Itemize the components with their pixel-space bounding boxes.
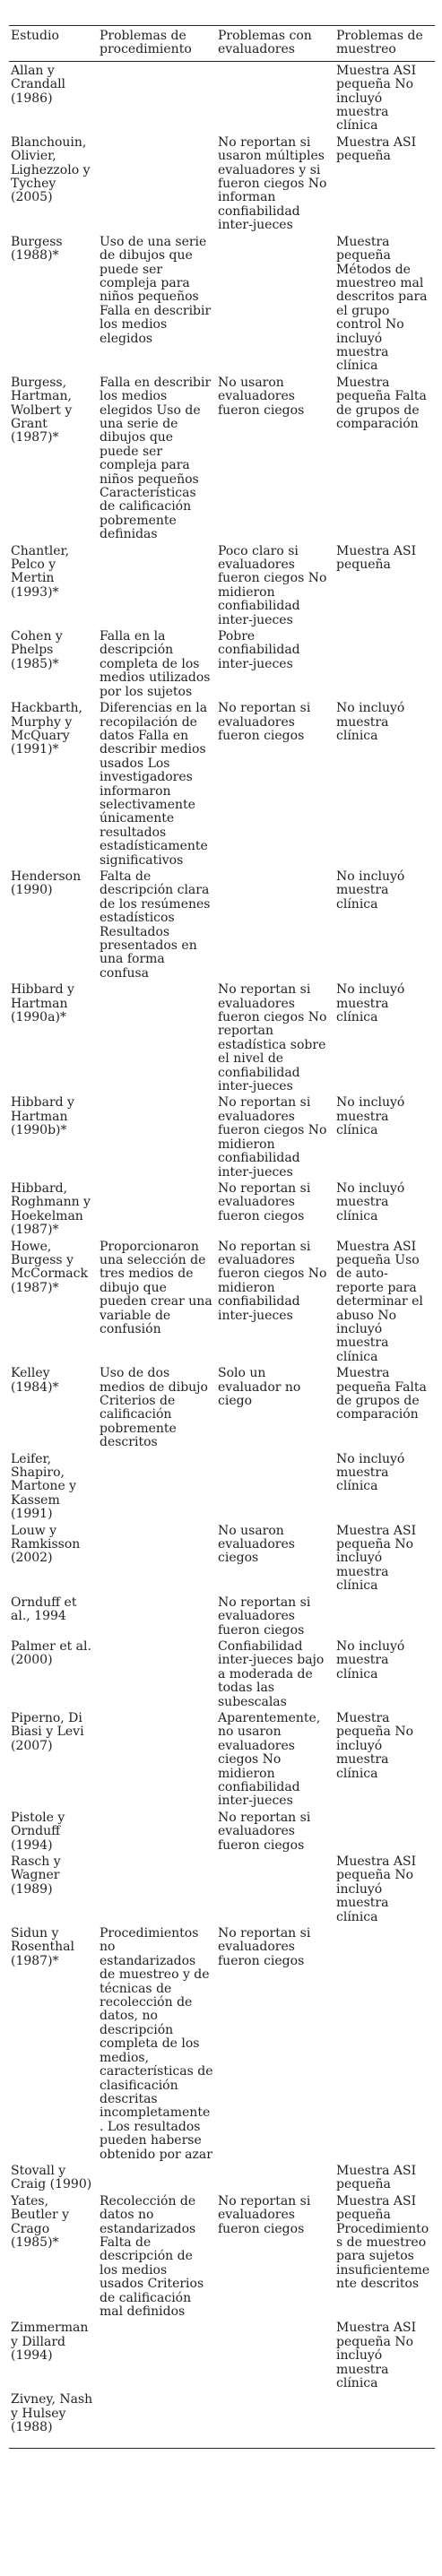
table-row — [9, 1180, 435, 1238]
cell-estudio: Henderson (1990) — [11, 869, 82, 898]
cell-evaluadores — [216, 2162, 334, 2192]
cell-procedimiento: Uso de una serie de dibujos que puede ser compleja para niños pequeños Falla en describir los medios elegidos — [100, 234, 212, 346]
cell-procedimiento — [98, 1809, 216, 1853]
cell-evaluadores — [216, 1450, 334, 1522]
table-row — [9, 134, 435, 233]
cell-procedimiento: Uso de dos medios de dibujo Criterios de calificación pobremente descritos — [100, 1366, 208, 1450]
cell-evaluadores — [216, 2390, 334, 2448]
cell-procedimiento — [98, 1450, 216, 1522]
cell-procedimiento — [98, 1638, 216, 1709]
cell-procedimiento — [98, 2390, 216, 2448]
cell-evaluadores — [216, 868, 334, 981]
table-row — [9, 981, 435, 1094]
cell-estudio: Pistole y Ornduff (1994) — [11, 1810, 65, 1853]
cell-muestreo: Muestra ASI pequeña No incluyó muestra clínica — [336, 1523, 417, 1594]
cell-estudio: Ornduff et al., 1994 — [11, 1595, 77, 1624]
header-muestreo: Problemas de muestreo — [334, 26, 435, 62]
table-header — [9, 26, 435, 62]
cell-procedimiento — [98, 542, 216, 627]
cell-procedimiento — [98, 1180, 216, 1238]
cell-estudio: Piperno, Di Biasi y Levi (2007) — [11, 1710, 84, 1753]
table-row — [9, 1094, 435, 1179]
table-row — [9, 1450, 435, 1522]
cell-evaluadores: Solo un evaluador no ciego — [218, 1366, 301, 1408]
cell-evaluadores: Pobre confiabilidad inter-jueces — [218, 629, 300, 671]
cell-evaluadores: No reportan si usaron múltiples evaluadores y si fueron ciegos No informan confiabilidad inter-jueces — [218, 134, 327, 233]
cell-muestreo: Muestra pequeña No incluyó muestra clínica — [336, 1710, 414, 1781]
table-row — [9, 542, 435, 627]
cell-procedimiento — [98, 134, 216, 233]
table-row — [9, 1238, 435, 1365]
cell-procedimiento: Falla en describir los medios elegidos Uso de una serie de dibujos que puede ser compleja para niños pequeños Características de calificación pobremente definidas — [100, 375, 212, 542]
cell-estudio: Burgess (1988)* — [11, 234, 63, 264]
cell-evaluadores: No reportan si evaluadores fueron ciegos No midieron confiabilidad inter-jueces — [218, 1239, 327, 1323]
table-row — [9, 1522, 435, 1594]
cell-estudio: Rasch y Wagner (1989) — [11, 1854, 61, 1897]
cell-procedimiento: Diferencias en la recopilación de datos Falla en describir medios usados Los investigadores informaron selectivamente únicamente resultados estadísticamente significativos — [100, 701, 208, 868]
cell-estudio: Blanchouin, Olivier, Lighezzolo y Tychey (2005) — [11, 134, 91, 205]
cell-estudio: Palmer et al. (2000) — [11, 1638, 91, 1668]
cell-muestreo: Muestra ASI pequeña — [336, 543, 417, 573]
cell-procedimiento — [98, 1709, 216, 1809]
cell-evaluadores — [216, 1853, 334, 1924]
cell-muestreo: Muestra ASI pequeña Uso de auto-reporte para determinar el abuso No incluyó muestra clínica — [336, 1239, 423, 1364]
cell-procedimiento — [98, 1094, 216, 1179]
cell-muestreo: Muestra ASI pequeña — [336, 134, 417, 164]
cell-procedimiento: Procedimientos no estandarizados de muestreo y de técnicas de recolección de datos, no descripción completa de los medios, características de clasificación descritas incompletamente. Los resultados pueden haberse obtenido por azar — [100, 1926, 213, 2162]
cell-procedimiento — [98, 61, 216, 134]
cell-evaluadores: No reportan si evaluadores fueron ciegos No reportan estadística sobre el nivel de confiabilidad inter-jueces — [218, 982, 327, 1094]
cell-estudio: Zivney, Nash y Hulsey (1988) — [9, 2390, 98, 2448]
cell-estudio: Kelley (1984)* — [11, 1366, 59, 1395]
studies-table — [9, 25, 435, 2449]
cell-estudio: Allan y Crandall (1986) — [11, 63, 66, 106]
cell-estudio: Leifer, Shapiro, Martone y Kassem (1991) — [11, 1451, 77, 1522]
cell-muestreo: No incluyó muestra clínica — [336, 869, 405, 912]
table-row — [9, 1364, 435, 1449]
cell-muestreo: Muestra ASI pequeña No incluyó muestra clínica — [336, 2321, 417, 2391]
cell-procedimiento — [98, 1594, 216, 1638]
cell-muestreo: No incluyó muestra clínica — [336, 982, 405, 1025]
table-row — [9, 2390, 435, 2448]
cell-estudio: Hibbard y Hartman (1990b)* — [11, 1095, 74, 1138]
cell-estudio: Sidun y Rosenthal (1987)* — [11, 1926, 74, 1968]
cell-evaluadores: No reportan si evaluadores fueron ciegos — [218, 1810, 311, 1853]
table-row — [9, 868, 435, 981]
cell-estudio: Louw y Ramkisson (2002) — [11, 1523, 81, 1566]
table-row — [9, 2192, 435, 2320]
cell-procedimiento — [98, 2319, 216, 2390]
cell-muestreo: No incluyó muestra clínica — [336, 1095, 405, 1138]
table-row — [9, 2162, 435, 2192]
cell-estudio: Stovall y Craig (1990) — [11, 2163, 92, 2192]
cell-muestreo: Muestra pequeña Métodos de muestreo mal descritos para el grupo control No incluyó muestra clínica — [336, 234, 428, 374]
header-row — [9, 26, 435, 62]
cell-evaluadores — [216, 2319, 334, 2390]
table-body — [9, 61, 435, 2448]
table-row — [9, 374, 435, 542]
cell-procedimiento — [98, 1522, 216, 1594]
header-estudio: Estudio — [9, 26, 98, 62]
cell-estudio: Yates, Beutler y Crago (1985)* — [11, 2193, 70, 2250]
table-row — [9, 699, 435, 868]
table-row — [9, 233, 435, 374]
cell-estudio: Chantler, Pelco y Mertin (1993)* — [11, 543, 70, 600]
cell-muestreo: Muestra pequeña Falta de grupos de comparación — [336, 1366, 427, 1422]
cell-evaluadores — [216, 61, 334, 134]
cell-estudio: Zimmerman y Dillard (1994) — [11, 2321, 89, 2364]
cell-muestreo — [334, 1809, 435, 1853]
cell-procedimiento: Recolección de datos no estandarizados Falta de descripción de los medios usados Criterios de calificación mal definidos — [100, 2193, 204, 2319]
table-row — [9, 1924, 435, 2162]
cell-muestreo — [334, 1594, 435, 1638]
cell-procedimiento — [98, 981, 216, 1094]
cell-muestreo: Muestra ASI pequeña No incluyó muestra clínica — [336, 63, 417, 134]
cell-muestreo — [334, 627, 435, 699]
header-evaluadores: Problemas con evaluadores — [216, 26, 334, 62]
cell-evaluadores: No reportan si evaluadores fueron ciegos — [218, 1595, 311, 1638]
header-procedimiento: Problemas de procedimiento — [98, 26, 216, 62]
table-row — [9, 1853, 435, 1924]
cell-procedimiento — [98, 1853, 216, 1924]
cell-muestreo: No incluyó muestra clínica — [336, 701, 405, 743]
cell-evaluadores: No reportan si evaluadores fueron ciegos No midieron confiabilidad inter-jueces — [218, 1095, 327, 1180]
cell-estudio: Hackbarth, Murphy y McQuary (1991)* — [11, 701, 82, 757]
table-row — [9, 1594, 435, 1638]
cell-evaluadores: No reportan si evaluadores fueron ciegos — [218, 2193, 311, 2236]
cell-evaluadores: No reportan si evaluadores fueron ciegos — [218, 1926, 311, 1968]
cell-evaluadores: Poco claro si evaluadores fueron ciegos No midieron confiabilidad inter-jueces — [218, 543, 327, 627]
cell-procedimiento — [98, 2162, 216, 2192]
cell-estudio: Howe, Burgess y McCormack (1987)* — [11, 1239, 88, 1295]
cell-evaluadores: Confiabilidad inter-jueces bajo a moderada de todas las subescalas — [218, 1638, 325, 1709]
cell-estudio: Burgess, Hartman, Wolbert y Grant (1987)* — [11, 375, 73, 445]
cell-muestreo: No incluyó muestra clínica — [336, 1638, 405, 1681]
table-row — [9, 2319, 435, 2390]
cell-muestreo: Muestra ASI pequeña — [336, 2163, 417, 2192]
cell-evaluadores: No reportan si evaluadores fueron ciegos — [218, 1180, 311, 1223]
cell-evaluadores — [216, 233, 334, 374]
table-row — [9, 1709, 435, 1809]
cell-evaluadores: Aparentemente, no usaron evaluadores ciegos No midieron confiabilidad inter-jueces — [218, 1710, 321, 1809]
cell-procedimiento: Proporcionaron una selección de tres medios de dibujo que pueden crear una variable de confusión — [100, 1239, 212, 1336]
cell-muestreo — [334, 2390, 435, 2448]
cell-muestreo: Muestra pequeña Falta de grupos de comparación — [336, 375, 427, 431]
cell-muestreo: Muestra ASI pequeña Procedimientos de muestreo para sujetos insuficientemente descritos — [336, 2193, 430, 2292]
cell-evaluadores: No usaron evaluadores ciegos — [218, 1523, 295, 1566]
cell-evaluadores: No reportan si evaluadores fueron ciegos — [218, 701, 311, 743]
cell-procedimiento: Falla en la descripción completa de los medios utilizados por los sujetos — [100, 629, 211, 699]
cell-muestreo: No incluyó muestra clínica — [336, 1451, 405, 1494]
cell-muestreo: Muestra ASI pequeña No incluyó muestra clínica — [336, 1854, 417, 1924]
cell-estudio: Cohen y Phelps (1985)* — [11, 629, 63, 671]
table-row — [9, 61, 435, 134]
cell-muestreo: No incluyó muestra clínica — [336, 1180, 405, 1223]
cell-muestreo — [334, 1924, 435, 2162]
table-row — [9, 627, 435, 699]
cell-evaluadores: No usaron evaluadores fueron ciegos — [218, 375, 305, 418]
cell-estudio: Hibbard, Roghmann y Hoekelman (1987)* — [11, 1180, 91, 1238]
table-row — [9, 1638, 435, 1709]
cell-estudio: Hibbard y Hartman (1990a)* — [11, 982, 74, 1025]
cell-procedimiento: Falta de descripción clara de los resúmenes estadísticos Resultados presentados en una forma confusa — [100, 869, 211, 981]
table-row — [9, 1809, 435, 1853]
